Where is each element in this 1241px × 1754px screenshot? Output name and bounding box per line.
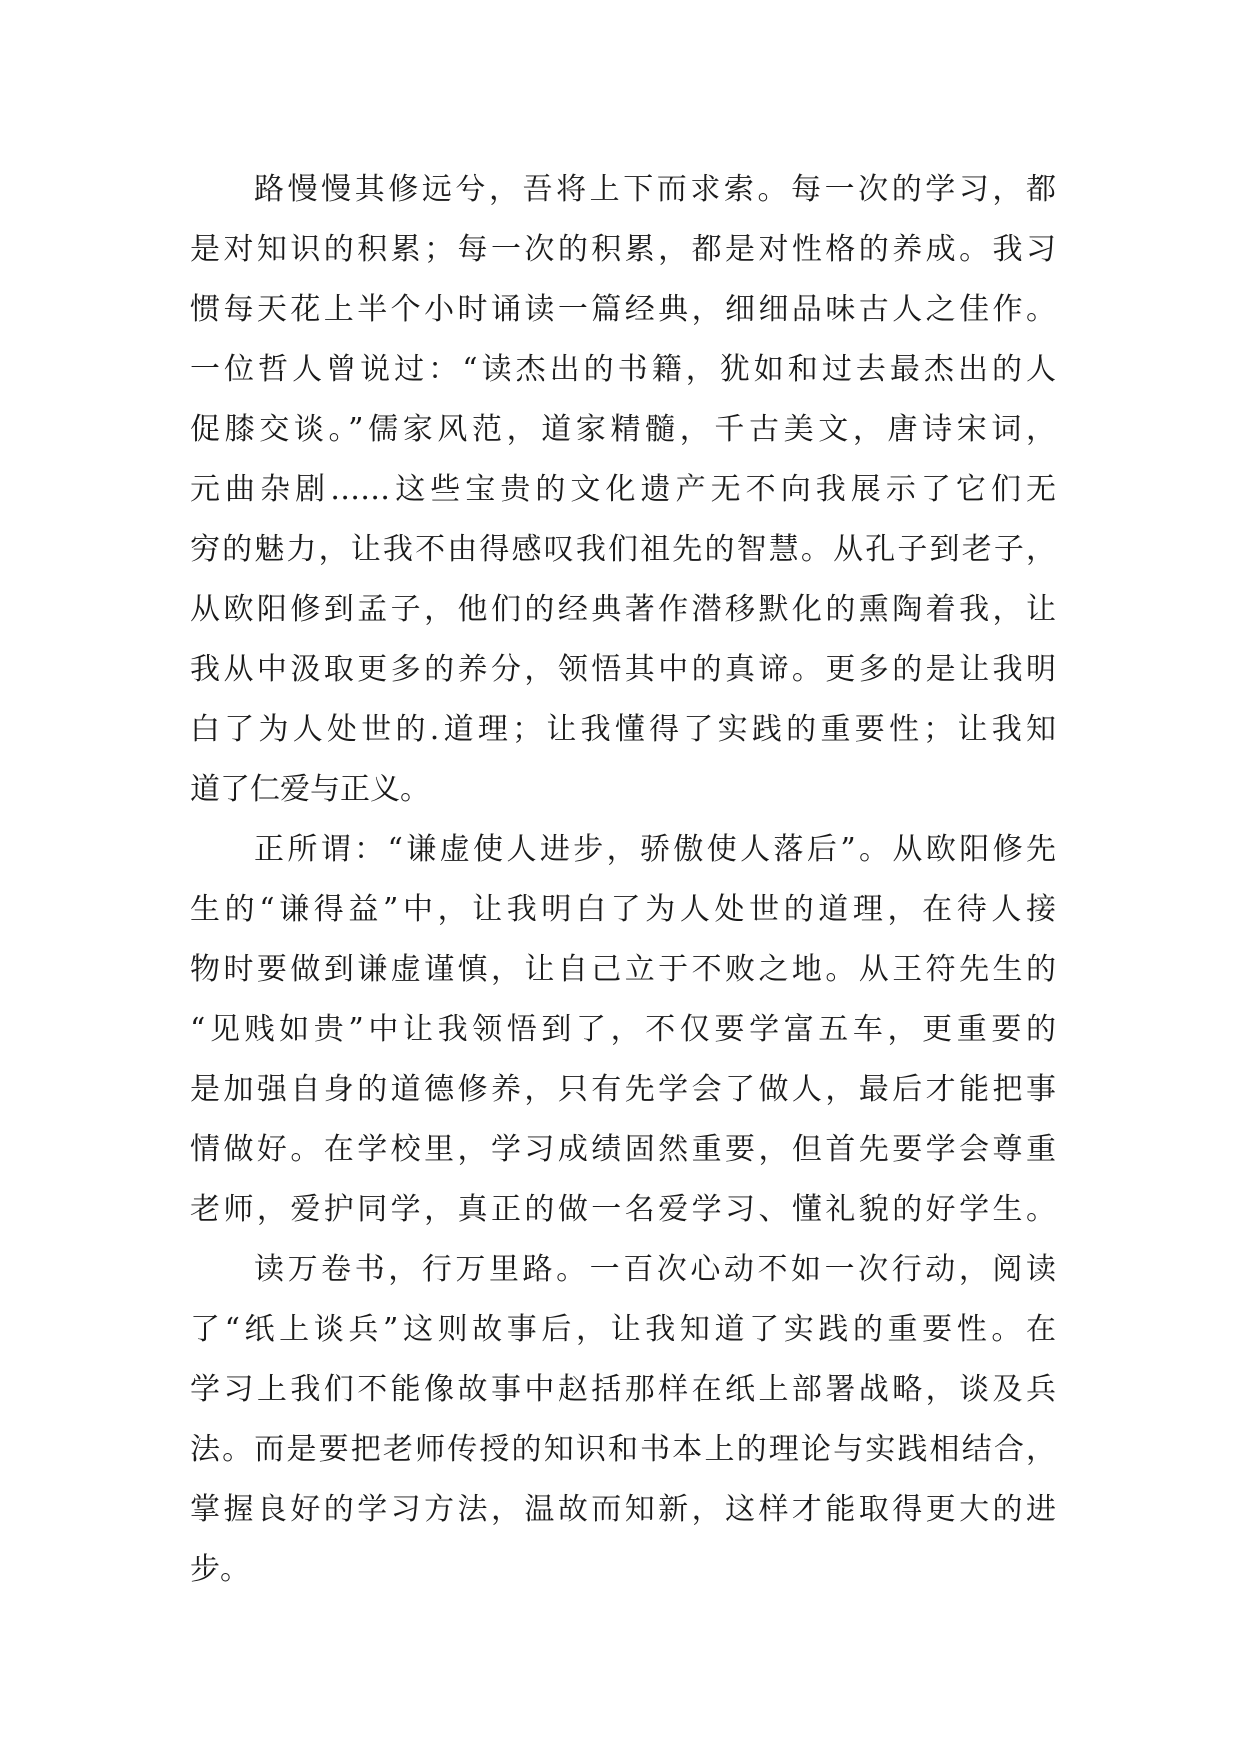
text-line: 我从中汲取更多的养分，领悟其中的真谛。更多的是让我明 xyxy=(190,652,1056,687)
text-line: 道了仁爱与正义。 xyxy=(190,772,430,807)
paragraph-1 xyxy=(190,160,1056,820)
text-line: 正所谓：“谦虚使人进步，骄傲使人落后”。从欧阳修先 xyxy=(254,832,1056,867)
text-line: 掌握良好的学习方法，温故而知新，这样才能取得更大的进 xyxy=(190,1492,1056,1527)
text-line: 法。而是要把老师传授的知识和书本上的理论与实践相结合， xyxy=(190,1432,1056,1467)
text-line: 穷的魅力，让我不由得感叹我们祖先的智慧。从孔子到老子， xyxy=(190,532,1056,567)
text-line: 物时要做到谦虚谨慎，让自己立于不败之地。从王符先生的 xyxy=(190,952,1056,987)
paragraph-3 xyxy=(190,1240,1056,1600)
paragraph-2 xyxy=(190,820,1056,1240)
text-line: 学习上我们不能像故事中赵括那样在纸上部署战略，谈及兵 xyxy=(190,1372,1056,1407)
text-line: 一位哲人曾说过：“读杰出的书籍，犹如和过去最杰出的人 xyxy=(190,352,1056,387)
text-line: 生的“谦得益”中，让我明白了为人处世的道理，在待人接 xyxy=(190,892,1056,927)
document-body xyxy=(190,160,1056,1600)
text-line: 从欧阳修到孟子，他们的经典著作潜移默化的熏陶着我，让 xyxy=(190,592,1056,627)
text-line: 惯每天花上半个小时诵读一篇经典，细细品味古人之佳作。 xyxy=(190,292,1056,327)
text-line: 白了为人处世的.道理；让我懂得了实践的重要性；让我知 xyxy=(190,712,1056,747)
text-line: 是加强自身的道德修养，只有先学会了做人，最后才能把事 xyxy=(190,1072,1056,1107)
text-line: 读万卷书，行万里路。一百次心动不如一次行动，阅读 xyxy=(254,1252,1056,1287)
text-line: 元曲杂剧……这些宝贵的文化遗产无不向我展示了它们无 xyxy=(190,472,1056,507)
text-line: “见贱如贵”中让我领悟到了，不仅要学富五车，更重要的 xyxy=(190,1012,1056,1047)
text-line: 情做好。在学校里，学习成绩固然重要，但首先要学会尊重 xyxy=(190,1132,1056,1167)
text-line: 了“纸上谈兵”这则故事后，让我知道了实践的重要性。在 xyxy=(190,1312,1056,1347)
text-line: 路慢慢其修远兮，吾将上下而求索。每一次的学习，都 xyxy=(254,172,1056,207)
text-line: 步。 xyxy=(190,1552,250,1587)
text-line: 是对知识的积累；每一次的积累，都是对性格的养成。我习 xyxy=(190,232,1056,267)
text-line: 促膝交谈。”儒家风范，道家精髓，千古美文，唐诗宋词， xyxy=(190,412,1056,447)
text-line: 老师，爱护同学，真正的做一名爱学习、懂礼貌的好学生。 xyxy=(190,1192,1056,1227)
